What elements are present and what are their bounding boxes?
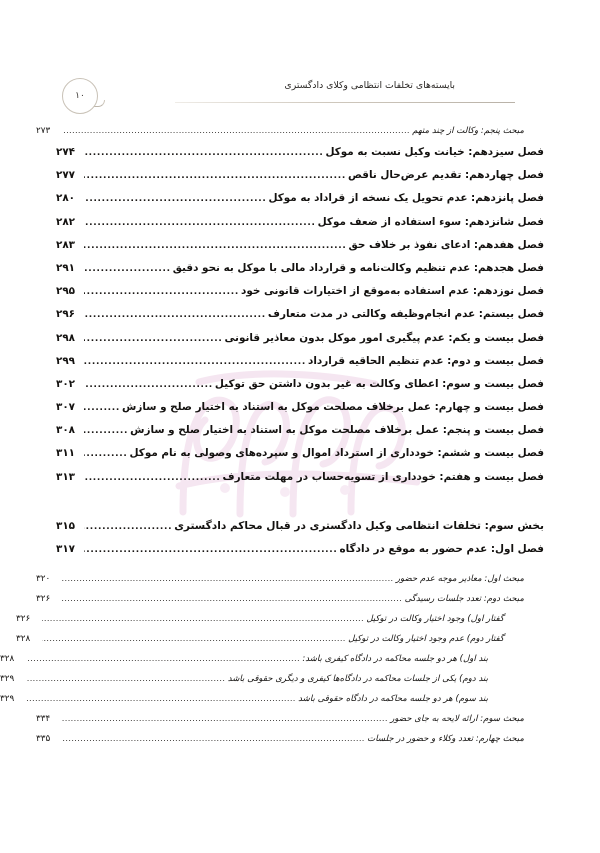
toc-leader-dots <box>26 669 226 689</box>
toc-entry[interactable] <box>36 589 544 609</box>
running-head-rule <box>175 102 515 103</box>
toc-leader-dots <box>84 515 172 539</box>
toc-entry-label: فصل بیست و سوم: اعطای وکالت به غیر بدون داشتن حق توکیل <box>214 377 544 390</box>
toc-leader-dots <box>62 589 403 609</box>
toc-entry-page-number: ۲۸۲ <box>56 215 76 228</box>
toc-entry[interactable] <box>56 515 544 538</box>
toc-entry[interactable] <box>56 350 544 373</box>
folio-number: ۱۰ <box>75 91 85 101</box>
toc-entry-page-number: ۳۳۴ <box>36 714 51 725</box>
toc-entry[interactable] <box>56 303 544 326</box>
toc-entry-label: مبحث چهارم: تعدد وکلاء و حضور در جلسات <box>367 734 524 745</box>
toc-entry[interactable] <box>56 280 544 303</box>
toc-leader-dots <box>84 211 316 235</box>
toc-entry[interactable] <box>56 211 544 234</box>
toc-entry-page-number: ۲۹۹ <box>56 354 76 367</box>
toc-entry[interactable] <box>56 373 544 396</box>
toc-entry[interactable] <box>16 629 544 649</box>
toc-entry[interactable] <box>56 187 544 210</box>
toc-entry-page-number: ۳۰۸ <box>56 424 76 437</box>
folio-circle <box>62 78 98 114</box>
toc-entry-page-number: ۳۲۹ <box>0 694 15 705</box>
toc-entry[interactable] <box>56 257 544 280</box>
toc-entry-label: فصل بیستم: عدم انجام‌وظیفه وکالتی در مدت متعارف <box>267 308 544 321</box>
toc-leader-dots <box>84 303 266 327</box>
toc-entry-page-number: ۲۹۵ <box>56 285 76 298</box>
toc-leader-dots <box>62 121 410 141</box>
toc-entry-page-number: ۳۱۳ <box>56 470 76 483</box>
toc-entry-page-number: ۳۱۵ <box>56 519 76 532</box>
toc-leader-dots <box>26 689 296 709</box>
toc-entry-label: فصل بیست و پنجم: عمل برخلاف مصلحت موکل به استناد به اختیار صلح و سازش <box>130 424 544 437</box>
toc-entry-page-number: ۳۲۸ <box>16 634 31 645</box>
toc-entry[interactable] <box>56 442 544 465</box>
toc-leader-dots <box>84 419 128 443</box>
toc-entry[interactable] <box>0 689 544 709</box>
toc-entry[interactable] <box>36 709 544 729</box>
toc-entry-page-number: ۲۹۸ <box>56 331 76 344</box>
toc-entry-page-number: ۳۰۲ <box>56 377 76 390</box>
toc-entry-label: بند سوم) هر دو جلسه محاکمه در دادگاه حقوقی باشد <box>298 694 488 705</box>
toc-entry-page-number: ۳۲۶ <box>36 594 51 605</box>
toc-entry-label: فصل هفدهم: ادعای نفوذ بر خلاف حق <box>348 238 544 251</box>
toc-entry-page-number: ۲۸۰ <box>56 192 76 205</box>
toc-entry-label: فصل بیست و چهارم: عمل برخلاف مصلحت موکل به استناد به اختیار صلح و سازش <box>122 401 544 414</box>
toc-leader-dots <box>84 164 346 188</box>
toc-entry-label: فصل هجدهم: عدم تنظیم وکالت‌نامه و قرارداد مالی با موکل به نحو دقیق <box>172 261 544 274</box>
toc-entry-label: گفتار دوم) عدم وجود اختیار وکالت در توکیل <box>348 634 504 645</box>
toc-entry[interactable] <box>56 141 544 164</box>
toc-entry-page-number: ۳۲۹ <box>0 674 15 685</box>
toc-entry-page-number: ۲۷۳ <box>36 126 51 136</box>
toc-entry-page-number: ۲۸۳ <box>56 238 76 251</box>
toc-entry-label: بند اول) هر دو جلسه محاکمه در دادگاه کیفری باشد: <box>302 654 488 665</box>
toc-entry-label: بخش سوم: تخلفات انتظامی وکیل دادگستری در قبال محاکم دادگستری <box>174 519 544 532</box>
toc-entry[interactable] <box>36 569 544 589</box>
toc-spacer <box>56 561 544 569</box>
toc-leader-dots <box>84 327 223 351</box>
toc-entry-label: مبحث سوم: ارائه لایحه به جای حضور <box>390 714 524 725</box>
toc-entry-page-number: ۲۷۴ <box>56 146 76 158</box>
toc-leader-dots <box>84 257 171 281</box>
toc-entry-label: فصل بیست و یکم: عدم پیگیری امور موکل بدون معاذیر قانونی <box>224 331 544 344</box>
toc-entry-page-number: ۳۱۱ <box>56 447 76 460</box>
toc-entry-label: فصل بیست و دوم: عدم تنظیم الحاقیه قرارداد <box>308 354 544 367</box>
toc-leader-dots <box>62 569 394 589</box>
toc-leader-dots <box>84 187 266 211</box>
toc-leader-dots <box>26 649 300 669</box>
running-head <box>0 74 600 120</box>
toc-leader-dots <box>42 629 346 649</box>
toc-entry-label: فصل نوزدهم: عدم استفاده به‌موقع از اختیارات قانونی خود <box>241 285 544 298</box>
toc-entry-page-number: ۳۳۵ <box>36 734 51 745</box>
toc-spacer <box>56 489 544 515</box>
toc-leader-dots <box>84 396 120 420</box>
toc-entry[interactable] <box>16 609 544 629</box>
toc-entry-page-number: ۳۲۸ <box>0 654 15 665</box>
toc-entry-label: فصل سیزدهم: خیانت وکیل نسبت به موکل <box>325 146 544 158</box>
toc-leader-dots <box>84 280 239 304</box>
toc-entry-label: بند دوم) یکی از جلسات محاکمه در دادگاه‌ها کیفری و دیگری حقوقی باشد <box>227 674 488 685</box>
running-head-title: بایسته‌های تخلفات انتظامی وکلای دادگستری <box>284 80 455 91</box>
toc-entry-page-number: ۲۷۷ <box>56 169 76 182</box>
toc-entry-label: گفتار اول) وجود اختیار وکالت در توکیل <box>366 614 504 625</box>
toc-entry[interactable] <box>0 669 544 689</box>
toc-entry-label: فصل بیست و هفتم: خودداری از تسویه‌حساب در مهلت متعارف <box>222 470 544 483</box>
toc-entry[interactable] <box>56 396 544 419</box>
toc-leader-dots <box>84 141 323 165</box>
toc-entry-label: فصل شانزدهم: سوء استفاده از ضعف موکل <box>317 215 544 228</box>
toc-entry-label: مبحث اول: معاذیر موجه عدم حضور <box>395 574 524 585</box>
toc-leader-dots <box>84 373 213 397</box>
toc-entry-label: مبحث دوم: تعدد جلسات رسیدگی <box>404 594 524 605</box>
toc-leader-dots <box>84 350 306 374</box>
table-of-contents <box>0 121 544 749</box>
toc-entry-label: فصل بیست و ششم: خودداری از استرداد اموال و سپرده‌های وصولی به نام موکل <box>129 447 544 460</box>
toc-leader-dots <box>84 538 338 562</box>
toc-leader-dots <box>84 234 346 258</box>
toc-entry-page-number: ۳۱۷ <box>56 543 76 556</box>
toc-leader-dots <box>42 609 364 629</box>
toc-entry[interactable] <box>56 466 544 489</box>
toc-entry[interactable] <box>56 538 544 561</box>
toc-entry-label: مبحث پنجم: وکالت از چند متهم <box>412 126 524 136</box>
toc-entry-page-number: ۲۹۱ <box>56 261 76 274</box>
toc-entry-page-number: ۳۰۷ <box>56 401 76 414</box>
toc-entry-page-number: ۳۲۰ <box>36 574 51 585</box>
toc-entry-label: فصل چهاردهم: تقدیم عرض‌حال ناقص <box>347 169 544 182</box>
toc-leader-dots <box>62 709 388 729</box>
toc-entry[interactable] <box>56 327 544 350</box>
toc-entry[interactable] <box>56 419 544 442</box>
toc-leader-dots <box>62 729 365 749</box>
toc-entry-label: فصل اول: عدم حضور به موقع در دادگاه <box>339 543 544 556</box>
toc-entry[interactable] <box>56 164 544 187</box>
toc-entry-page-number: ۲۹۶ <box>56 308 76 321</box>
toc-leader-dots <box>84 466 221 490</box>
toc-entry-page-number: ۳۲۶ <box>16 614 31 625</box>
toc-entry[interactable] <box>36 121 544 141</box>
toc-leader-dots <box>84 442 128 466</box>
toc-entry[interactable] <box>36 729 544 749</box>
toc-entry[interactable] <box>0 649 544 669</box>
toc-entry[interactable] <box>56 234 544 257</box>
toc-entry-label: فصل پانزدهم: عدم تحویل یک نسخه از قراداد به موکل <box>268 192 544 205</box>
